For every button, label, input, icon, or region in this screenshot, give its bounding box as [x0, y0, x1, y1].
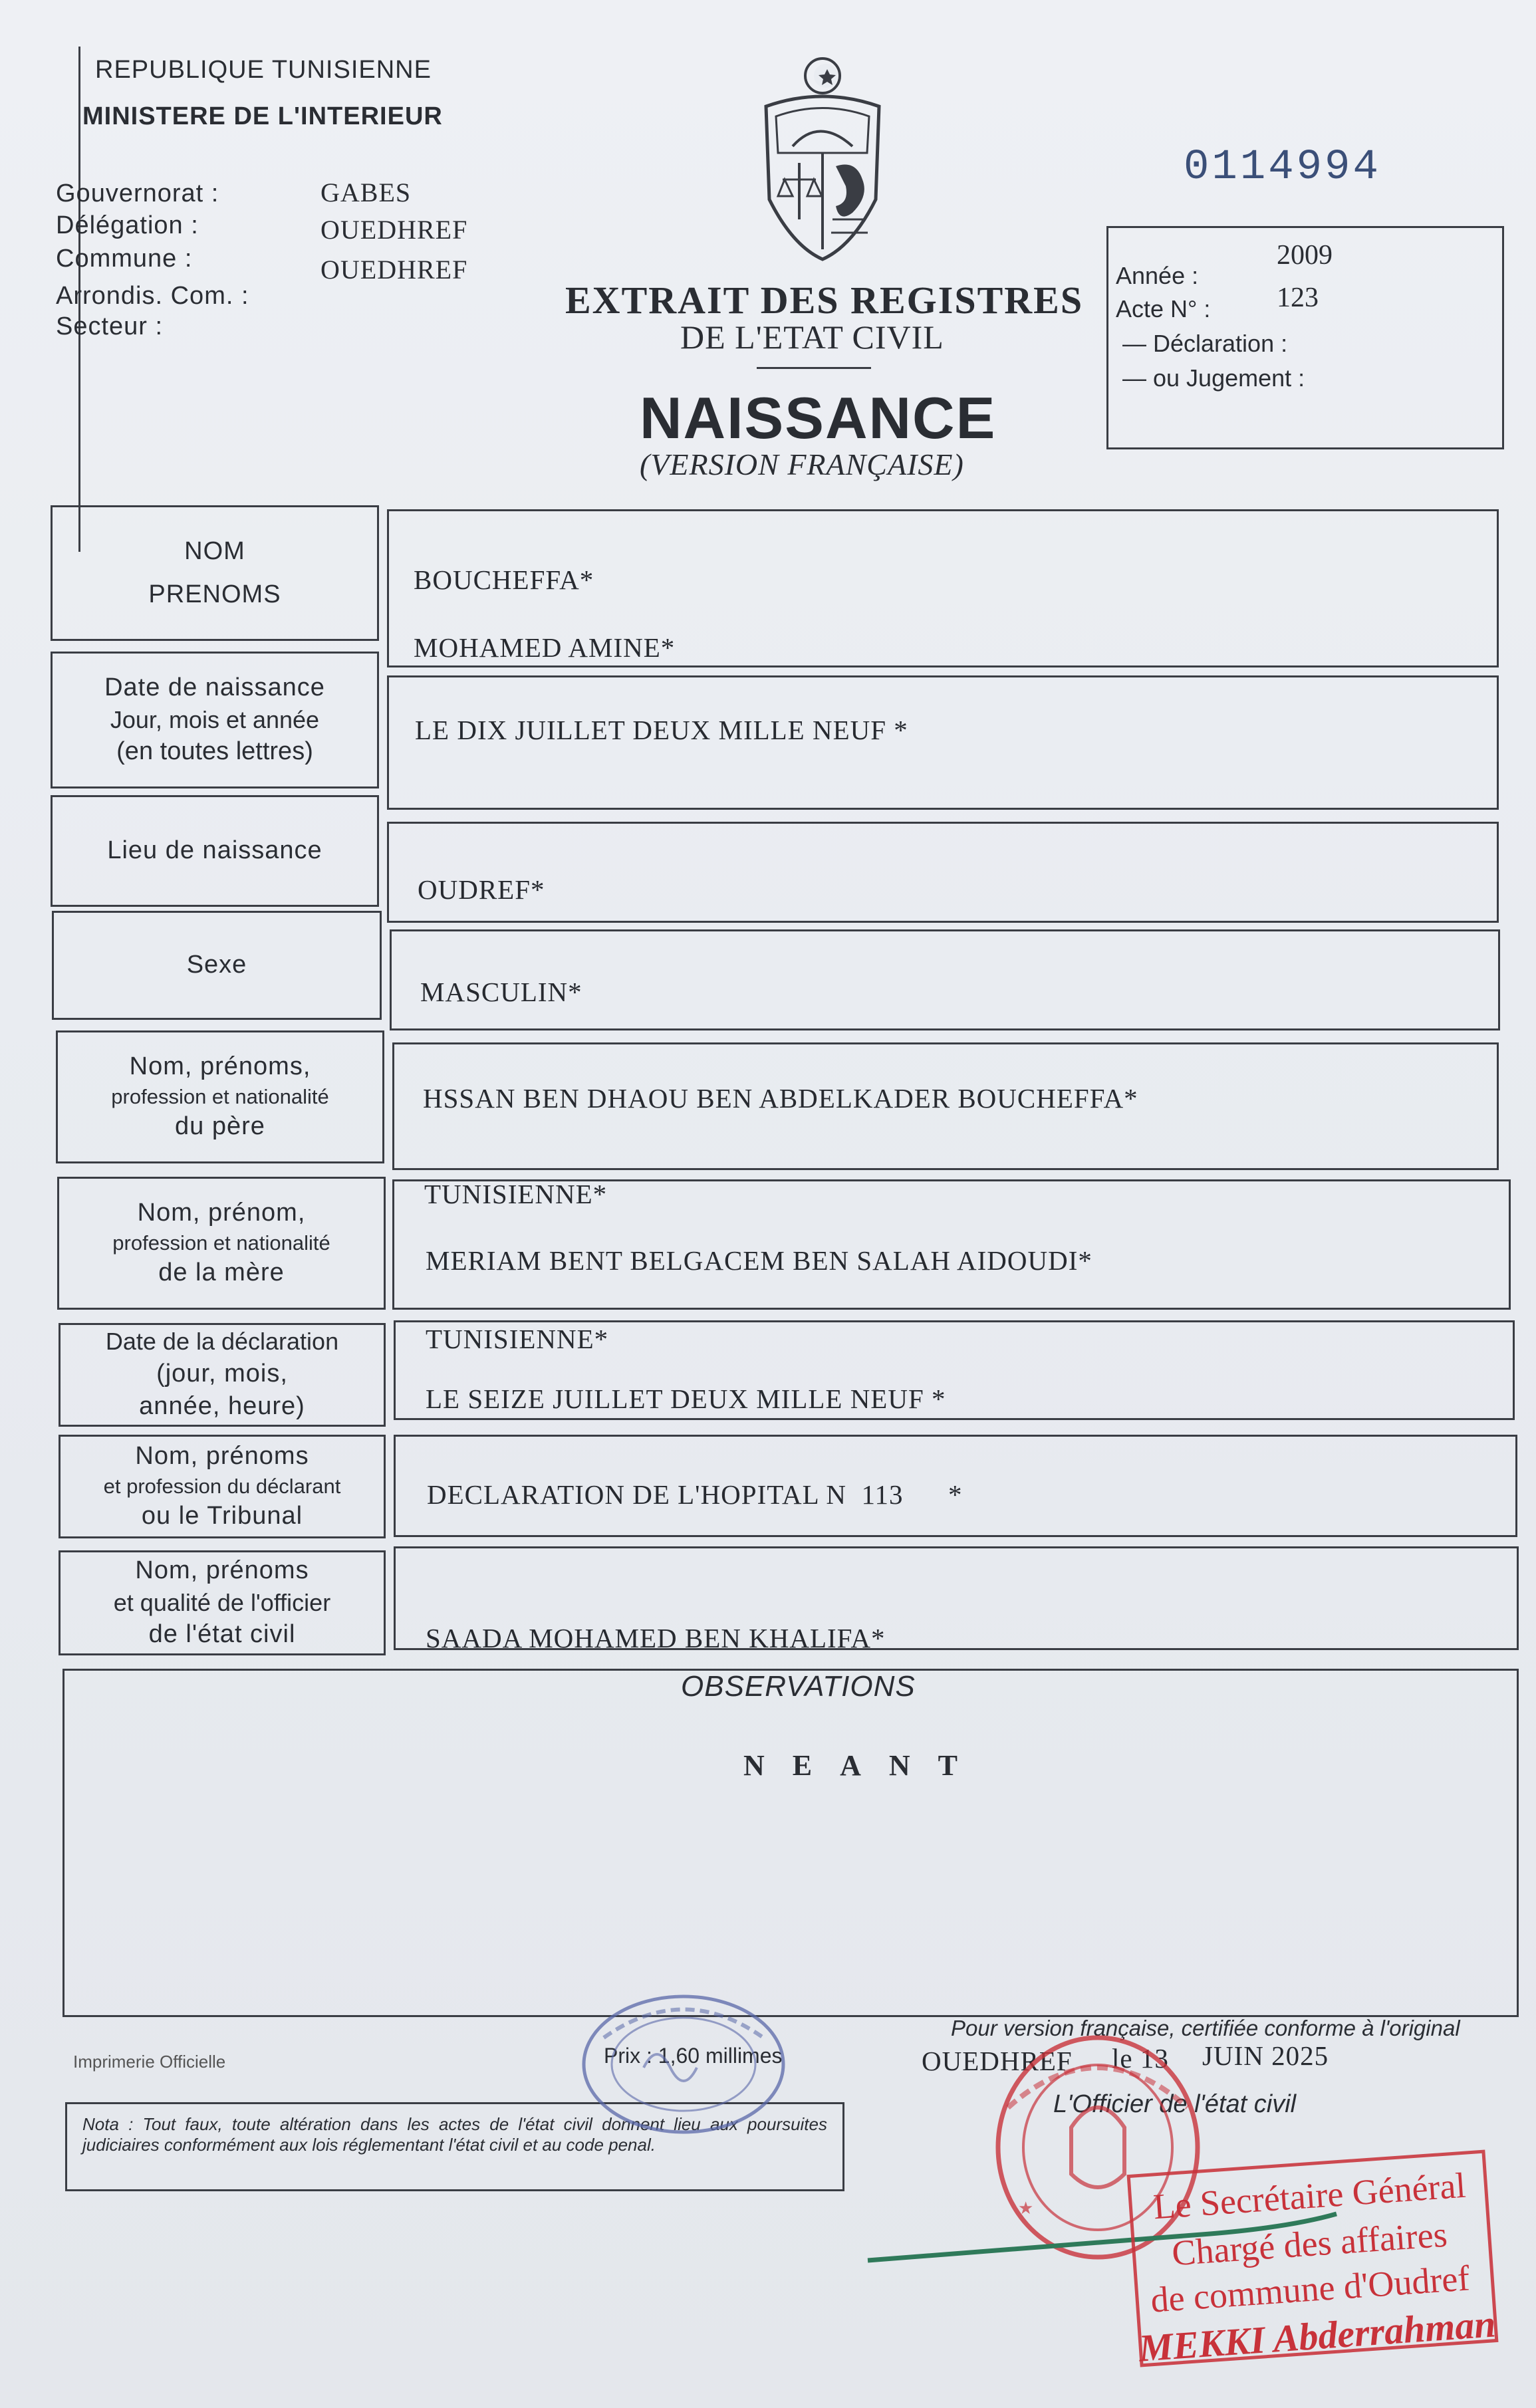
ministry-heading: MINISTERE DE L'INTERIEUR [82, 102, 443, 130]
declarant-label-3: ou le Tribunal [141, 1502, 303, 1530]
printer-label: Imprimerie Officielle [73, 2052, 226, 2072]
admin-label-commune: Commune : [56, 245, 193, 273]
officer-title: L'Officier de l'état civil [1053, 2090, 1297, 2118]
declaration-date-value: LE SEIZE JUILLET DEUX MILLE NEUF * [426, 1384, 946, 1414]
dob-label-3: (en toutes lettres) [116, 737, 313, 766]
nota-text: Nota : Tout faux, toute altération dans les actes de l'état civil donnent lieu aux poursuites judiciaires conformément aux lois réglementant l'état civil et au code penal. [82, 2114, 827, 2155]
admin-value-gouvernorat: GABES [320, 178, 412, 207]
officier-value: SAADA MOHAMED BEN KHALIFA* [426, 1623, 886, 1653]
date-day: le 13 [1112, 2043, 1169, 2074]
serial-number: 0114994 [1184, 144, 1381, 191]
decl-label-3: année, heure) [139, 1392, 305, 1421]
officier-label-2: et qualité de l'officier [113, 1588, 331, 1616]
certified-statement: Pour version française, certifiée conforme à l'original [951, 2016, 1460, 2040]
stamp-line-1: Le Secrétaire Général [1152, 2165, 1468, 2227]
decl-label-1: Date de la déclaration [105, 1328, 339, 1356]
lieu-value-box [387, 822, 1499, 923]
decl-label-2: (jour, mois, [156, 1360, 288, 1387]
republic-heading: REPUBLIQUE TUNISIENNE [95, 56, 432, 84]
declaration-date-label-box [59, 1323, 386, 1427]
annee-value: 2009 [1277, 240, 1333, 271]
pere-label-2: profession et nationalité [111, 1084, 329, 1108]
lieu-label-box [51, 795, 379, 907]
officier-label-1: Nom, prénoms [135, 1556, 309, 1585]
admin-value-commune: OUEDHREF [320, 255, 468, 285]
declarant-label-1: Nom, prénoms [135, 1442, 309, 1471]
mere-label-3: de la mère [158, 1259, 285, 1287]
admin-value-delegation: OUEDHREF [320, 215, 468, 245]
declarant-label-2: et profession du déclarant [103, 1474, 341, 1498]
declaration-label: — Déclaration : [1122, 330, 1288, 357]
annee-label: Année : [1116, 262, 1199, 289]
svg-text:★: ★ [1018, 2199, 1034, 2219]
mere-label-2: profession et nationalité [112, 1231, 330, 1255]
lieu-label: Lieu de naissance [107, 836, 322, 865]
pere-value: HSSAN BEN DHAOU BEN ABDELKADER BOUCHEFFA* [423, 1083, 1138, 1114]
lieu-value: OUDREF* [418, 874, 545, 905]
coat-of-arms-icon [753, 53, 892, 273]
stamp-line-2: Chargé des affaires [1170, 2214, 1449, 2274]
title-line-1: EXTRAIT DES REGISTRES [565, 279, 1084, 322]
stamp-line-4: MEKKI Abderrahman [1137, 2302, 1497, 2370]
place-value: OUEDHREF [922, 2046, 1073, 2076]
document-type-title: NAISSANCE [640, 385, 997, 451]
observations-value: NEANT [743, 1749, 986, 1782]
sexe-label-box [52, 911, 382, 1020]
observations-box [63, 1669, 1519, 2017]
jugement-label: — ou Jugement : [1122, 364, 1305, 392]
sexe-label: Sexe [186, 951, 247, 979]
mere-label-box [57, 1177, 386, 1310]
title-divider [757, 367, 871, 369]
mere-value: MERIAM BENT BELGACEM BEN SALAH AIDOUDI* [426, 1245, 1092, 1276]
declarant-label-box [59, 1435, 386, 1538]
date-month-year: JUIN 2025 [1202, 2040, 1329, 2071]
admin-label-secteur: Secteur : [56, 312, 164, 340]
pere-label-1: Nom, prénoms, [129, 1052, 311, 1081]
stamp-line-3: de commune d'Oudref [1149, 2258, 1472, 2320]
nom-label: NOM [184, 537, 245, 565]
prenoms-value: MOHAMED AMINE* [414, 632, 676, 663]
tax-stamp-icon [564, 1988, 803, 2141]
officier-label-3: de l'état civil [148, 1620, 296, 1649]
dob-value: LE DIX JUILLET DEUX MILLE NEUF * [415, 715, 908, 745]
mere-nationalite: TUNISIENNE* [426, 1324, 609, 1354]
dob-label-box [51, 652, 379, 788]
price-label: Prix : 1,60 millimes [604, 2044, 783, 2068]
title-line-2: DE L'ETAT CIVIL [680, 318, 944, 356]
prenoms-label: PRENOMS [148, 580, 281, 608]
mere-label-1: Nom, prénom, [137, 1199, 306, 1227]
acte-label: Acte N° : [1116, 295, 1211, 322]
pere-nationalite: TUNISIENNE* [424, 1179, 608, 1209]
pere-label-box [56, 1030, 384, 1163]
nom-value: BOUCHEFFA* [414, 564, 594, 595]
sexe-value: MASCULIN* [420, 977, 582, 1007]
officier-label-box [59, 1550, 386, 1655]
admin-label-delegation: Délégation : [56, 211, 199, 239]
nom-prenoms-label-box [51, 505, 379, 641]
admin-label-gouvernorat: Gouvernorat : [56, 180, 219, 207]
admin-label-arrondissement: Arrondis. Com. : [56, 282, 249, 310]
declarant-value: DECLARATION DE L'HOPITAL N 113 * [427, 1479, 963, 1510]
dob-label-2: Jour, mois et année [110, 705, 320, 733]
acte-value: 123 [1277, 283, 1319, 313]
dob-label-1: Date de naissance [104, 673, 325, 702]
pere-label-3: du père [175, 1112, 265, 1141]
version-subtitle: (VERSION FRANÇAISE) [640, 447, 964, 481]
observations-title: OBSERVATIONS [681, 1670, 916, 1703]
